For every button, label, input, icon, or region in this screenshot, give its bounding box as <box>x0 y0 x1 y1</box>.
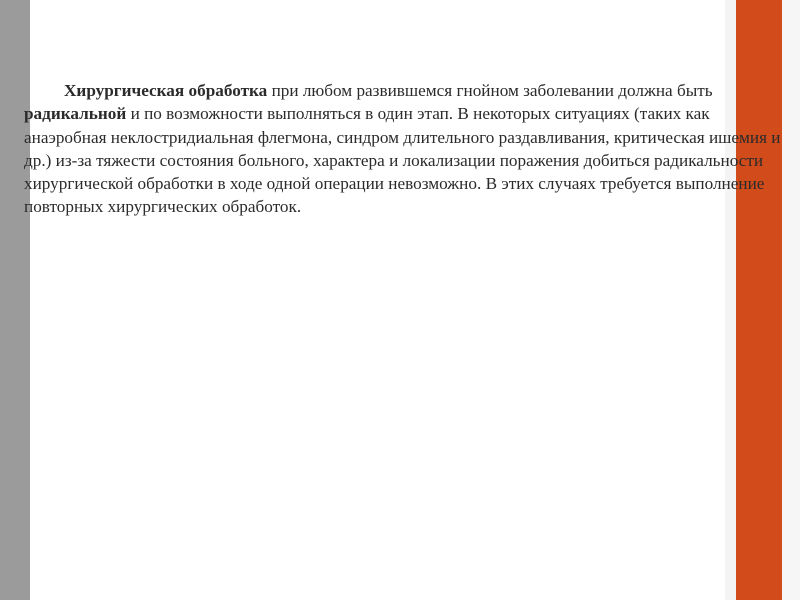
paragraph-text-1: при любом развившемся гнойном заболевании должна быть <box>267 81 713 100</box>
bold-term-radical: радикальной <box>24 104 127 124</box>
bold-term-surgical-treatment: Хирургическая обработка <box>64 81 268 100</box>
paragraph-text-2: и по возможности выполняться в один этап. В некоторых ситуациях (таких как анаэробная неклостридиальная флегмона, синдром длительного раздавливания, критическая ишемия и др.) из-за тяжести состояния больного, характера и локализации поражения добиться радикальности хирургической обработки в ходе одной операции невозможно. В этих случаях требуется выполнение повторных хирургических обработок. <box>24 104 781 217</box>
main-paragraph <box>24 79 794 219</box>
